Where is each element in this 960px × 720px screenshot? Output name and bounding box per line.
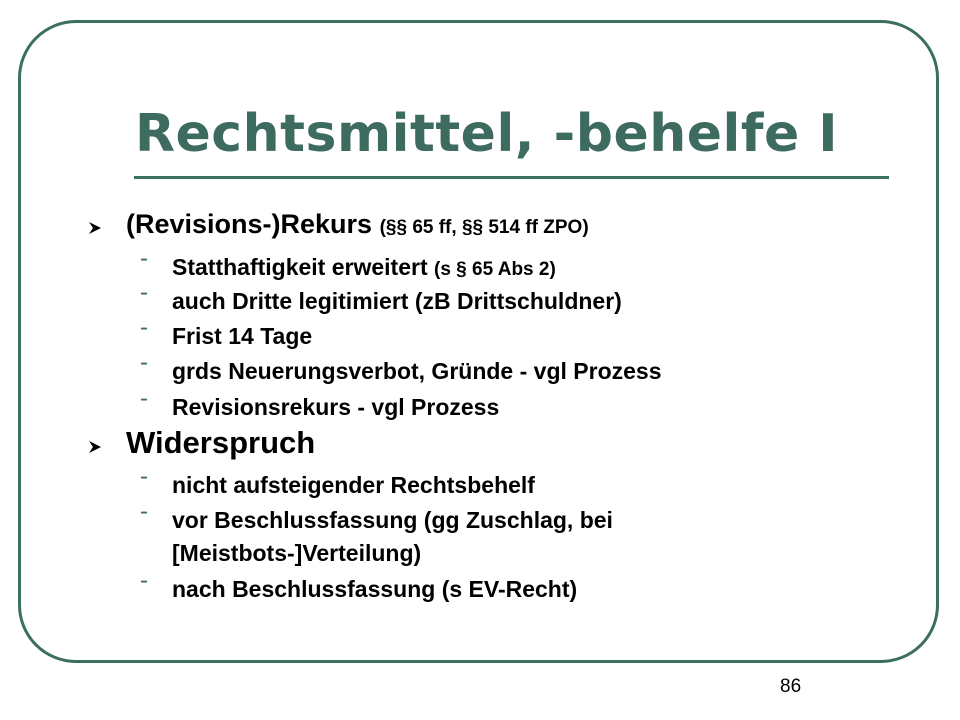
bullet-label: (Revisions-)Rekurs [126,209,380,239]
page-number: 86 [780,676,802,697]
title-underline [134,176,889,179]
subitem-label: Revisionsrekurs - vgl Prozess [172,394,500,420]
dash-bullet-icon: - [140,349,148,376]
arrowhead-bullet-icon [88,221,102,235]
dash-bullet-icon: - [140,498,148,525]
subitem-label: nicht aufsteigender Rechtsbehelf [172,472,535,498]
subitem-label: Frist 14 Tage [172,323,313,349]
subitem-label: [Meistbots-]Verteilung) [172,540,422,566]
dash-bullet-icon: - [140,385,148,412]
subitem-label: nach Beschlussfassung (s EV-Recht) [172,576,578,602]
bullet-label-reference: (§§ 65 ff, §§ 514 ff ZPO) [379,217,589,238]
dash-bullet-icon: - [140,245,148,272]
arrowhead-bullet-icon [88,440,102,454]
slide-title: Rechtsmittel, -behelfe I [135,104,839,164]
subitem-label: auch Dritte legitimiert (zB Drittschuldner) [172,288,622,314]
dash-bullet-icon: - [140,463,148,490]
bullet-label: Widerspruch [126,425,316,460]
subitem-label: Statthaftigkeit erweitert [172,254,434,280]
subitem-label-reference: (s § 65 Abs 2) [434,259,556,280]
subitem-label: vor Beschlussfassung (gg Zuschlag, bei [172,507,613,533]
dash-bullet-icon: - [140,279,148,306]
dash-bullet-icon: - [140,314,148,341]
subitem-label: grds Neuerungsverbot, Gründe - vgl Prozess [172,358,662,384]
dash-bullet-icon: - [140,567,148,594]
